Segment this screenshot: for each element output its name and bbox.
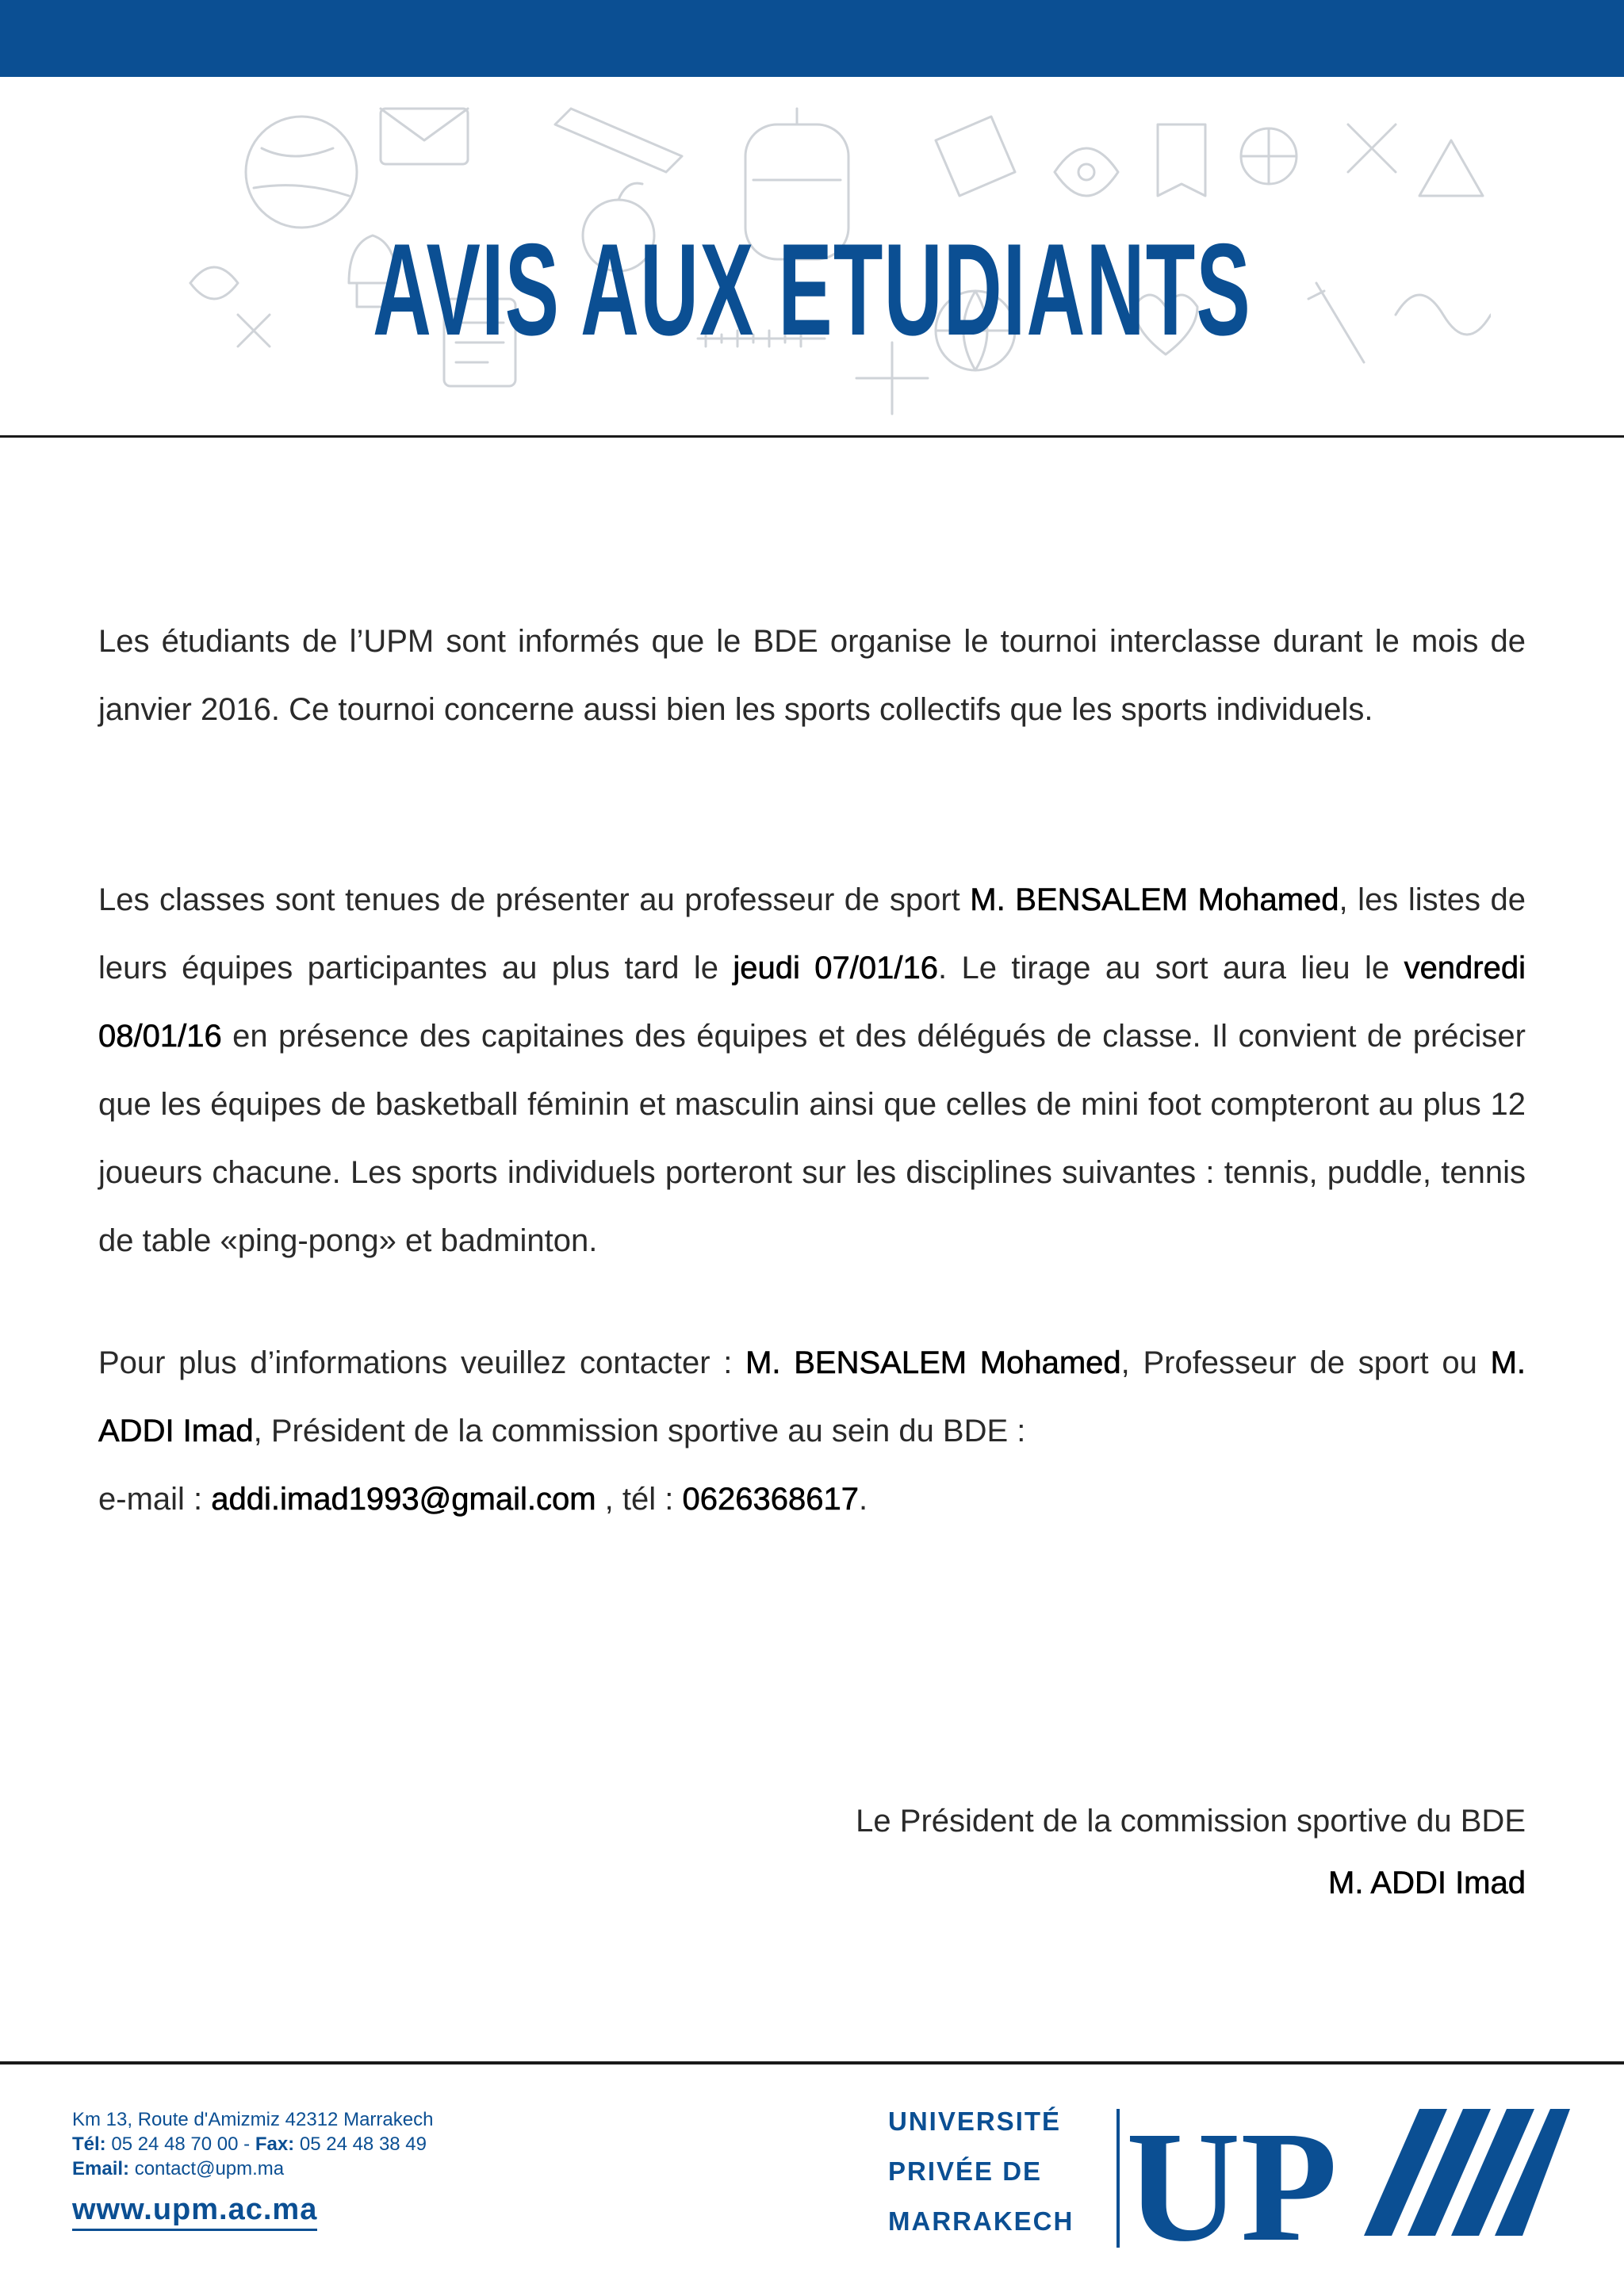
header-divider [0, 435, 1624, 438]
contact-teacher-name: M. BENSALEM Mohamed [745, 1345, 1121, 1380]
paragraph-details [98, 866, 1526, 1275]
tel-number: 05 24 48 70 00 - [105, 2133, 255, 2155]
p3-email-label: e-mail : [98, 1482, 212, 1517]
footer-divider [0, 2061, 1624, 2064]
contact-phone: 0626368617 [682, 1482, 859, 1517]
tel-label: Tél: [72, 2133, 106, 2155]
email-label: Email: [72, 2158, 130, 2179]
signature-block [856, 1790, 1526, 1914]
signature-name: M. ADDI Imad [1328, 1866, 1526, 1900]
logo-divider [1116, 2109, 1120, 2248]
p2-text-4: en présence des capitaines des équipes et des délégués de classe. Il convient de préciser que les équipes de basketball féminin et masculin ainsi que celles de mini foot compteront au plus 12 joueurs chacune. Les sports individuels porteront sur les disciplines suivantes : tennis, puddle, tennis de table «ping-pong» et badminton. [98, 1019, 1526, 1258]
footer-email[interactable]: contact@upm.ma [129, 2158, 285, 2179]
contact-email[interactable]: addi.imad1993@gmail.com [211, 1482, 596, 1517]
signature-title: Le Président de la commission sportive du BDE [856, 1804, 1526, 1839]
deadline-date: jeudi 07/01/16 [733, 951, 939, 985]
university-logo-text [888, 2096, 1074, 2246]
logo-line-1: UNIVERSITÉ [888, 2107, 1062, 2136]
logo-line-3: MARRAKECH [888, 2206, 1074, 2236]
paragraph-intro: Les étudiants de l’UPM sont informés que le BDE organise le tournoi interclasse durant le mois de janvier 2016. Ce tournoi concerne aussi bien les sports collectifs que les sports individuels. [98, 624, 1526, 727]
paragraph-contact [98, 1329, 1526, 1533]
upm-logo-mark [1126, 2093, 1570, 2260]
p3-tel-label: , tél : [596, 1482, 683, 1517]
p3-text-1: Pour plus d’informations veuillez contacter : [98, 1345, 746, 1380]
fax-label: Fax: [255, 2133, 295, 2155]
footer-website-link[interactable]: www.upm.ac.ma [72, 2193, 317, 2231]
footer-phone-line [72, 2132, 433, 2156]
p3-text-2: , Professeur de sport ou [1120, 1345, 1491, 1380]
logo-line-2: PRIVÉE DE [888, 2156, 1043, 2186]
draw-date: vendredi 08/01/16 [98, 951, 1526, 1054]
p2-text-1: Les classes sont tenues de présenter au professeur de sport [98, 882, 971, 917]
fax-number: 05 24 48 38 49 [294, 2133, 427, 2155]
p2-text-2: , les listes de leurs équipes participantes au plus tard le [98, 882, 1526, 985]
page-title: AVIS AUX ETUDIANTS [373, 216, 1251, 362]
p3-end: . [858, 1482, 868, 1517]
p2-text-3: . Le tirage au sort aura lieu le [938, 951, 1404, 985]
footer-email-line [72, 2156, 433, 2181]
footer-address-block [72, 2107, 433, 2181]
contact-president-name: M. ADDI Imad [98, 1345, 1526, 1448]
teacher-name: M. BENSALEM Mohamed [970, 882, 1339, 917]
logo-monogram: UP [1126, 2099, 1338, 2260]
footer-address: Km 13, Route d'Amizmiz 42312 Marrakech [72, 2109, 434, 2130]
top-banner [0, 0, 1624, 77]
p3-text-3: , Président de la commission sportive au sein du BDE : [253, 1414, 1026, 1448]
